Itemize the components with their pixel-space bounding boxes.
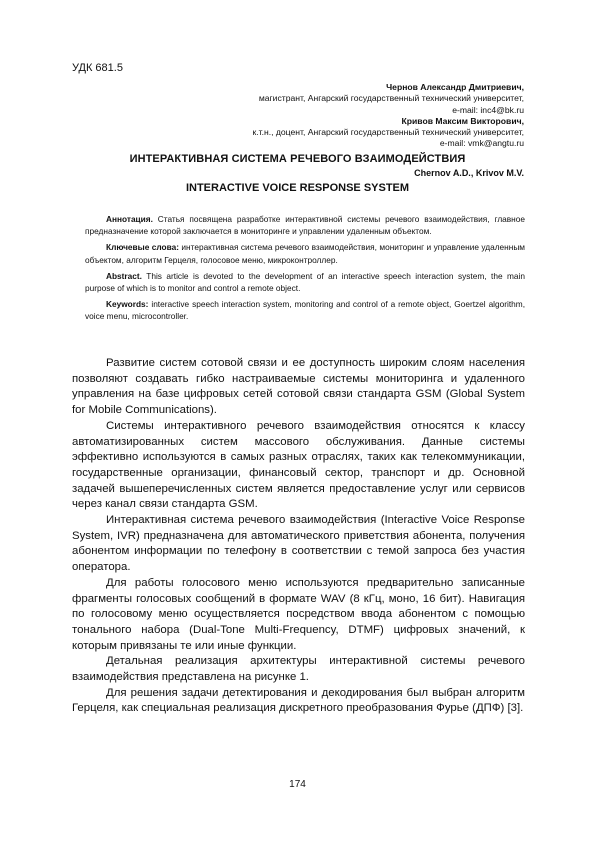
paragraph: Интерактивная система речевого взаимодействия (Interactive Voice Response System, IVR) предназначена для автоматического приветствия абонента, получения абонентом информации по телефону в соответствии с темой запроса без участия оператора. xyxy=(72,514,525,574)
paragraph: Для решения задачи детектирования и декодирования был выбран алгоритм Герцеля, как специальная реализация дискретного преобразования Фурье (ДПФ) [3]. xyxy=(72,686,525,715)
title-russian: ИНТЕРАКТИВНАЯ СИСТЕМА РЕЧЕВОГО ВЗАИМОДЕЙСТВИЯ xyxy=(129,153,466,165)
abstract-ru-label: Аннотация. xyxy=(106,214,153,224)
author-position: к.т.н., доцент, Ангарский государственный технический университет, xyxy=(252,127,524,138)
author-block xyxy=(104,82,524,150)
abstract-en-label: Abstract. xyxy=(106,270,142,281)
author-email: e-mail: inc4@bk.ru xyxy=(452,104,524,115)
abstract-section xyxy=(85,213,525,327)
paragraph: Для работы голосового меню используются предварительно записанные фрагменты голосовых сообщений в формате WAV (8 кГц, моно, 16 бит). Навигация по голосовому меню осуществляется посредством ввода абонентом с помощью тонального набора (Dual-Tone Multi-Frequency, DTMF) цифровых значений, к которым привязаны те или иные функции. xyxy=(72,576,525,652)
udc-code: УДК 681.5 xyxy=(72,62,123,74)
paragraph: Развитие систем сотовой связи и ее доступность широким слоям населения позволяют создавать гибко настраиваемые системы мониторинга и удаленного управления на базе цифровых сетей сотовой связи стандарта GSM (Global System for Mobile Communications). xyxy=(72,357,525,417)
body-text xyxy=(72,356,525,717)
keywords-ru-text: интерактивная система речевого взаимодействия, мониторинг и управление удаленным объектом, алгоритм Герцеля, голосовое меню, микроконтроллер. xyxy=(85,242,525,265)
abstract-en xyxy=(85,270,525,294)
keywords-ru-label: Ключевые слова: xyxy=(106,242,179,253)
authors-english: Chernov A.D., Krivov M.V. xyxy=(414,168,524,178)
author-position: магистрант, Ангарский государственный технический университет, xyxy=(258,93,524,104)
keywords-en-label: Keywords: xyxy=(106,299,149,310)
paragraph: Детальная реализация архитектуры интерактивной системы речевого взаимодействия представлена на рисунке 1. xyxy=(72,655,525,684)
keywords-ru xyxy=(85,241,525,265)
author-email: e-mail: vmk@angtu.ru xyxy=(439,138,524,149)
abstract-en-text: This article is devoted to the development of an interactive speech interaction system, the main purpose of which is to monitor and control a remote object. xyxy=(85,270,525,294)
keywords-en-text: interactive speech interaction system, monitoring and control of a remote object, Goertzel algorithm, voice menu, microcontroller. xyxy=(85,299,525,322)
author-name: Кривов Максим Викторович, xyxy=(401,115,524,126)
author-name: Чернов Александр Дмитриевич, xyxy=(386,82,524,92)
paragraph: Системы интерактивного речевого взаимодействия относятся к классу автоматизированных систем массового обслуживания. Данные системы эффективно используются в самых разных отраслях, таких как телекоммуникации, государственные организации, финансовый сектор, транспорт и др. Основной задачей вышеперечисленных систем является предоставление услуг или сервисов через канал связи стандарта GSM. xyxy=(72,419,525,511)
title-english: INTERACTIVE VOICE RESPONSE SYSTEM xyxy=(185,182,410,194)
abstract-ru xyxy=(85,213,525,237)
keywords-en xyxy=(85,298,525,322)
abstract-ru-text: Статья посвящена разработке интерактивной системы речевого взаимодействия, главное предназначение которой заключается в мониторинге и управлении удаленным объектом. xyxy=(85,214,525,237)
page-number: 174 xyxy=(289,779,306,790)
